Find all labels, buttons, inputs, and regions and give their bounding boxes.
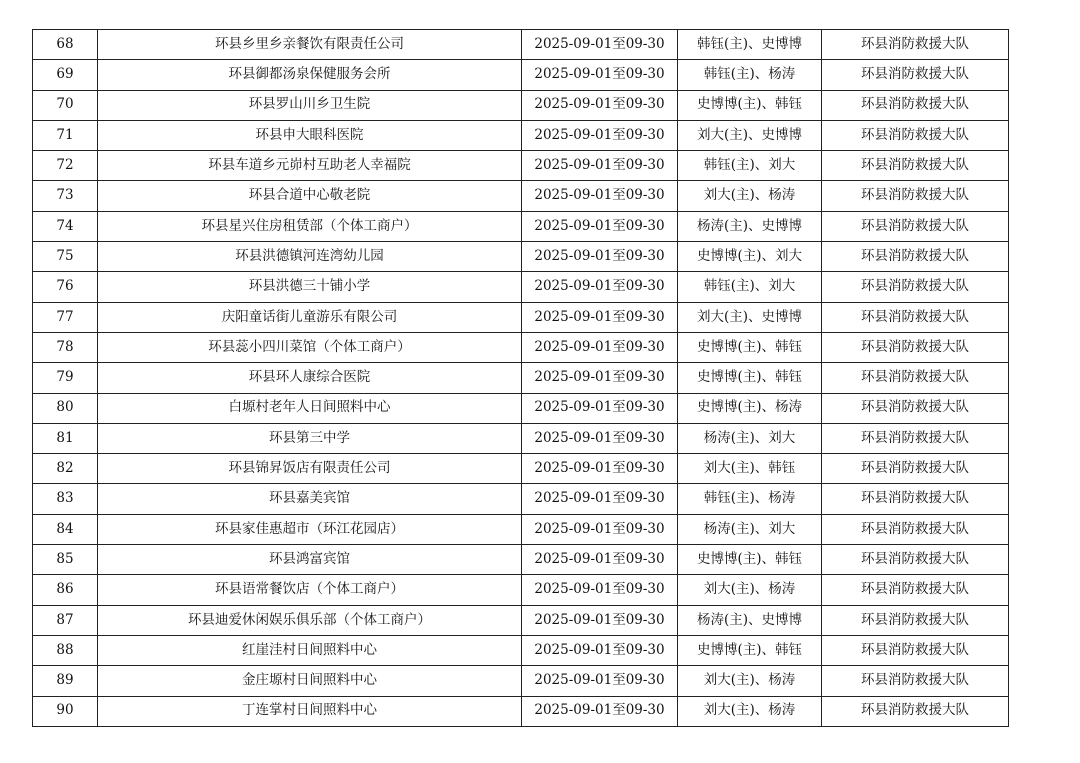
- inspection-period-cell: 2025-09-01至09-30: [522, 484, 678, 514]
- row-number-cell: 72: [33, 151, 98, 181]
- responsible-unit-cell: 环县消防救援大队: [822, 484, 1009, 514]
- inspectors-cell: 刘大(主)、杨涛: [678, 696, 822, 726]
- row-number-cell: 79: [33, 363, 98, 393]
- responsible-unit-cell: 环县消防救援大队: [822, 332, 1009, 362]
- unit-name-cell: 环县环人康综合医院: [98, 363, 522, 393]
- responsible-unit-cell: 环县消防救援大队: [822, 545, 1009, 575]
- row-number-cell: 80: [33, 393, 98, 423]
- inspection-period-cell: 2025-09-01至09-30: [522, 545, 678, 575]
- row-number-cell: 87: [33, 605, 98, 635]
- responsible-unit-cell: 环县消防救援大队: [822, 60, 1009, 90]
- inspection-period-cell: 2025-09-01至09-30: [522, 302, 678, 332]
- table-row: [33, 696, 1009, 726]
- responsible-unit-cell: 环县消防救援大队: [822, 90, 1009, 120]
- inspection-period-cell: 2025-09-01至09-30: [522, 423, 678, 453]
- inspection-period-cell: 2025-09-01至09-30: [522, 151, 678, 181]
- inspection-period-cell: 2025-09-01至09-30: [522, 575, 678, 605]
- responsible-unit-cell: 环县消防救援大队: [822, 151, 1009, 181]
- inspection-period-cell: 2025-09-01至09-30: [522, 120, 678, 150]
- table-row: [33, 514, 1009, 544]
- row-number-cell: 69: [33, 60, 98, 90]
- responsible-unit-cell: 环县消防救援大队: [822, 211, 1009, 241]
- inspectors-cell: 史博博(主)、韩钰: [678, 363, 822, 393]
- inspection-period-cell: 2025-09-01至09-30: [522, 363, 678, 393]
- table-row: [33, 666, 1009, 696]
- unit-name-cell: 环县语常餐饮店（个体工商户）: [98, 575, 522, 605]
- inspectors-cell: 史博博(主)、韩钰: [678, 545, 822, 575]
- row-number-cell: 77: [33, 302, 98, 332]
- inspectors-cell: 刘大(主)、韩钰: [678, 454, 822, 484]
- unit-name-cell: 环县锦昇饭店有限责任公司: [98, 454, 522, 484]
- table-row: [33, 454, 1009, 484]
- inspectors-cell: 杨涛(主)、刘大: [678, 514, 822, 544]
- inspectors-cell: 韩钰(主)、杨涛: [678, 484, 822, 514]
- responsible-unit-cell: 环县消防救援大队: [822, 242, 1009, 272]
- inspection-period-cell: 2025-09-01至09-30: [522, 181, 678, 211]
- inspectors-cell: 刘大(主)、史博博: [678, 302, 822, 332]
- row-number-cell: 82: [33, 454, 98, 484]
- inspection-period-cell: 2025-09-01至09-30: [522, 454, 678, 484]
- inspectors-cell: 杨涛(主)、史博博: [678, 211, 822, 241]
- row-number-cell: 85: [33, 545, 98, 575]
- unit-name-cell: 环县星兴住房租赁部（个体工商户）: [98, 211, 522, 241]
- unit-name-cell: 金庄塬村日间照料中心: [98, 666, 522, 696]
- table-row: [33, 423, 1009, 453]
- row-number-cell: 86: [33, 575, 98, 605]
- row-number-cell: 81: [33, 423, 98, 453]
- unit-name-cell: 环县车道乡元峁村互助老人幸福院: [98, 151, 522, 181]
- responsible-unit-cell: 环县消防救援大队: [822, 120, 1009, 150]
- inspection-period-cell: 2025-09-01至09-30: [522, 514, 678, 544]
- responsible-unit-cell: 环县消防救援大队: [822, 454, 1009, 484]
- unit-name-cell: 庆阳童话街儿童游乐有限公司: [98, 302, 522, 332]
- inspection-period-cell: 2025-09-01至09-30: [522, 60, 678, 90]
- table-row: [33, 575, 1009, 605]
- table-row: [33, 605, 1009, 635]
- inspection-period-cell: 2025-09-01至09-30: [522, 242, 678, 272]
- inspection-period-cell: 2025-09-01至09-30: [522, 696, 678, 726]
- row-number-cell: 89: [33, 666, 98, 696]
- unit-name-cell: 丁连掌村日间照料中心: [98, 696, 522, 726]
- responsible-unit-cell: 环县消防救援大队: [822, 393, 1009, 423]
- responsible-unit-cell: 环县消防救援大队: [822, 605, 1009, 635]
- row-number-cell: 75: [33, 242, 98, 272]
- inspectors-cell: 韩钰(主)、刘大: [678, 151, 822, 181]
- table-row: [33, 60, 1009, 90]
- row-number-cell: 71: [33, 120, 98, 150]
- responsible-unit-cell: 环县消防救援大队: [822, 363, 1009, 393]
- unit-name-cell: 环县乡里乡亲餐饮有限责任公司: [98, 30, 522, 60]
- table-row: [33, 302, 1009, 332]
- unit-name-cell: 环县嘉美宾馆: [98, 484, 522, 514]
- responsible-unit-cell: 环县消防救援大队: [822, 302, 1009, 332]
- table-body: [33, 30, 1009, 727]
- row-number-cell: 78: [33, 332, 98, 362]
- table-row: [33, 484, 1009, 514]
- table-row: [33, 332, 1009, 362]
- unit-name-cell: 环县蕊小四川菜馆（个体工商户）: [98, 332, 522, 362]
- inspectors-cell: 刘大(主)、杨涛: [678, 181, 822, 211]
- inspection-period-cell: 2025-09-01至09-30: [522, 393, 678, 423]
- table-row: [33, 242, 1009, 272]
- inspection-period-cell: 2025-09-01至09-30: [522, 30, 678, 60]
- table-row: [33, 393, 1009, 423]
- inspection-period-cell: 2025-09-01至09-30: [522, 666, 678, 696]
- unit-name-cell: 白塬村老年人日间照料中心: [98, 393, 522, 423]
- responsible-unit-cell: 环县消防救援大队: [822, 181, 1009, 211]
- inspection-period-cell: 2025-09-01至09-30: [522, 605, 678, 635]
- responsible-unit-cell: 环县消防救援大队: [822, 272, 1009, 302]
- inspectors-cell: 史博博(主)、韩钰: [678, 90, 822, 120]
- inspectors-cell: 韩钰(主)、史博博: [678, 30, 822, 60]
- unit-name-cell: 环县合道中心敬老院: [98, 181, 522, 211]
- table-row: [33, 120, 1009, 150]
- unit-name-cell: 环县第三中学: [98, 423, 522, 453]
- unit-name-cell: 环县御都汤泉保健服务会所: [98, 60, 522, 90]
- responsible-unit-cell: 环县消防救援大队: [822, 514, 1009, 544]
- unit-name-cell: 环县洪德镇河连湾幼儿园: [98, 242, 522, 272]
- table-row: [33, 30, 1009, 60]
- row-number-cell: 70: [33, 90, 98, 120]
- table-row: [33, 272, 1009, 302]
- inspectors-cell: 刘大(主)、杨涛: [678, 666, 822, 696]
- inspectors-cell: 史博博(主)、韩钰: [678, 332, 822, 362]
- inspectors-cell: 史博博(主)、刘大: [678, 242, 822, 272]
- responsible-unit-cell: 环县消防救援大队: [822, 666, 1009, 696]
- unit-name-cell: 环县洪德三十铺小学: [98, 272, 522, 302]
- table-row: [33, 363, 1009, 393]
- responsible-unit-cell: 环县消防救援大队: [822, 423, 1009, 453]
- row-number-cell: 84: [33, 514, 98, 544]
- unit-name-cell: 环县罗山川乡卫生院: [98, 90, 522, 120]
- unit-name-cell: 红崖洼村日间照料中心: [98, 635, 522, 665]
- inspection-period-cell: 2025-09-01至09-30: [522, 90, 678, 120]
- inspectors-cell: 杨涛(主)、刘大: [678, 423, 822, 453]
- responsible-unit-cell: 环县消防救援大队: [822, 635, 1009, 665]
- row-number-cell: 74: [33, 211, 98, 241]
- responsible-unit-cell: 环县消防救援大队: [822, 575, 1009, 605]
- table-row: [33, 545, 1009, 575]
- table-row: [33, 635, 1009, 665]
- inspection-period-cell: 2025-09-01至09-30: [522, 635, 678, 665]
- inspectors-cell: 刘大(主)、史博博: [678, 120, 822, 150]
- row-number-cell: 73: [33, 181, 98, 211]
- table-row: [33, 90, 1009, 120]
- inspectors-cell: 韩钰(主)、刘大: [678, 272, 822, 302]
- inspection-period-cell: 2025-09-01至09-30: [522, 332, 678, 362]
- row-number-cell: 90: [33, 696, 98, 726]
- inspection-table: [32, 29, 1009, 727]
- inspectors-cell: 杨涛(主)、史博博: [678, 605, 822, 635]
- responsible-unit-cell: 环县消防救援大队: [822, 30, 1009, 60]
- table-row: [33, 151, 1009, 181]
- inspectors-cell: 史博博(主)、杨涛: [678, 393, 822, 423]
- unit-name-cell: 环县申大眼科医院: [98, 120, 522, 150]
- unit-name-cell: 环县鸿富宾馆: [98, 545, 522, 575]
- row-number-cell: 68: [33, 30, 98, 60]
- unit-name-cell: 环县迪爱休闲娱乐俱乐部（个体工商户）: [98, 605, 522, 635]
- inspectors-cell: 刘大(主)、杨涛: [678, 575, 822, 605]
- inspectors-cell: 史博博(主)、韩钰: [678, 635, 822, 665]
- table-row: [33, 181, 1009, 211]
- row-number-cell: 88: [33, 635, 98, 665]
- row-number-cell: 76: [33, 272, 98, 302]
- unit-name-cell: 环县家佳惠超市（环江花园店）: [98, 514, 522, 544]
- inspection-period-cell: 2025-09-01至09-30: [522, 211, 678, 241]
- table-row: [33, 211, 1009, 241]
- inspectors-cell: 韩钰(主)、杨涛: [678, 60, 822, 90]
- responsible-unit-cell: 环县消防救援大队: [822, 696, 1009, 726]
- row-number-cell: 83: [33, 484, 98, 514]
- inspection-period-cell: 2025-09-01至09-30: [522, 272, 678, 302]
